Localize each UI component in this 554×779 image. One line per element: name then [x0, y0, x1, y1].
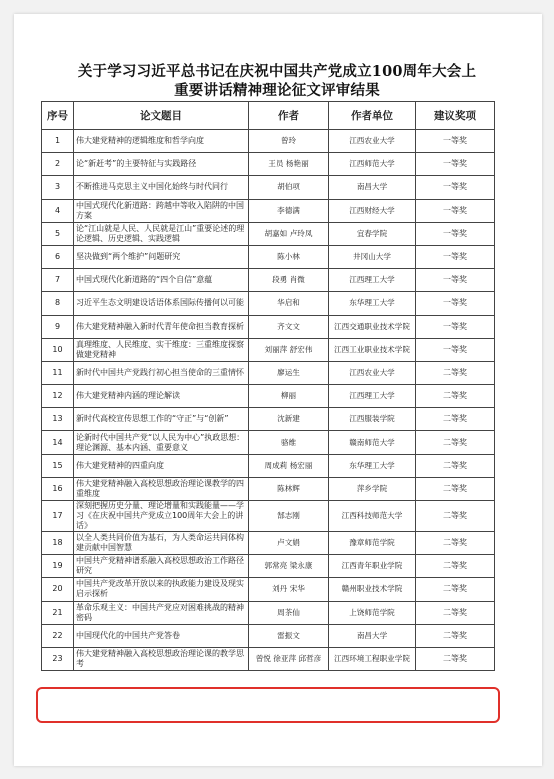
header-unit: 作者单位 [329, 102, 416, 130]
cell-serial: 5 [42, 222, 74, 245]
cell-title: 新时代高校宣传思想工作的“守正”与“创新” [74, 408, 249, 431]
cell-title: 中国现代化的中国共产党答卷 [74, 624, 249, 647]
cell-award: 二等奖 [416, 501, 495, 532]
cell-unit: 豫章师范学院 [329, 532, 416, 555]
cell-award: 二等奖 [416, 477, 495, 500]
cell-award: 二等奖 [416, 532, 495, 555]
cell-title: 中国共产党精神谱系融入高校思想政治工作路径研究 [74, 555, 249, 578]
cell-award: 二等奖 [416, 385, 495, 408]
cell-award: 一等奖 [416, 245, 495, 268]
cell-serial: 14 [42, 431, 74, 454]
cell-author: 郜志刚 [249, 501, 329, 532]
cell-serial: 8 [42, 292, 74, 315]
cell-serial: 18 [42, 532, 74, 555]
cell-award: 一等奖 [416, 130, 495, 153]
cell-author: 王员 杨艳丽 [249, 153, 329, 176]
cell-author: 陈小林 [249, 245, 329, 268]
table-row [42, 315, 495, 338]
cell-author: 周茶仙 [249, 601, 329, 624]
cell-serial: 22 [42, 624, 74, 647]
cell-serial: 17 [42, 501, 74, 532]
cell-author: 刘丽萍 舒宏伟 [249, 338, 329, 361]
header-author: 作者 [249, 102, 329, 130]
cell-title: 革命乐观主义：中国共产党应对困难挑战的精神密码 [74, 601, 249, 624]
table-row [42, 578, 495, 601]
cell-serial: 2 [42, 153, 74, 176]
table-row [42, 245, 495, 268]
cell-author: 廖运生 [249, 361, 329, 384]
cell-author: 郭常亮 梁永康 [249, 555, 329, 578]
table-row [42, 555, 495, 578]
cell-award: 一等奖 [416, 269, 495, 292]
cell-title: 中国式现代化新道路：跨越中等收入陷阱的中国方案 [74, 199, 249, 222]
cell-title: 不断推进马克思主义中国化始终与时代同行 [74, 176, 249, 199]
table-row [42, 361, 495, 384]
cell-title: 中国式现代化新道路的“四个自信”意蕴 [74, 269, 249, 292]
cell-unit: 江西理工大学 [329, 269, 416, 292]
cell-unit: 江西理工大学 [329, 385, 416, 408]
cell-award: 二等奖 [416, 431, 495, 454]
cell-unit: 江西科技师范大学 [329, 501, 416, 532]
cell-award: 一等奖 [416, 222, 495, 245]
table-row [42, 501, 495, 532]
cell-title: 伟大建党精神的四重向度 [74, 454, 249, 477]
cell-serial: 15 [42, 454, 74, 477]
cell-award: 二等奖 [416, 408, 495, 431]
cell-serial: 20 [42, 578, 74, 601]
cell-unit: 江西工业职业技术学院 [329, 338, 416, 361]
table-row [42, 130, 495, 153]
cell-title: 真理维度、人民维度、实干维度：三重维度探察做建党精神 [74, 338, 249, 361]
cell-unit: 宜春学院 [329, 222, 416, 245]
cell-award: 一等奖 [416, 338, 495, 361]
document-title [30, 62, 524, 100]
cell-award: 二等奖 [416, 624, 495, 647]
cell-author: 周成莉 杨宏丽 [249, 454, 329, 477]
cell-title: 伟大建党精神的逻辑维度和哲学向度 [74, 130, 249, 153]
table-row [42, 477, 495, 500]
cell-award: 一等奖 [416, 315, 495, 338]
cell-author: 卢文娟 [249, 532, 329, 555]
table-row [42, 269, 495, 292]
cell-award: 一等奖 [416, 292, 495, 315]
cell-title: 以全人类共同价值为基石，为人类命运共同体构建贡献中国智慧 [74, 532, 249, 555]
cell-serial: 19 [42, 555, 74, 578]
results-table [41, 101, 495, 671]
cell-unit: 江西农业大学 [329, 130, 416, 153]
cell-award: 一等奖 [416, 199, 495, 222]
cell-title: 伟大建党精神融入高校思想政治理论课教学的四重维度 [74, 477, 249, 500]
cell-award: 一等奖 [416, 176, 495, 199]
cell-author: 李德满 [249, 199, 329, 222]
cell-title: 伟大建党精神融入高校思想政治理论课的教学思考 [74, 647, 249, 670]
cell-author: 柳丽 [249, 385, 329, 408]
cell-unit: 赣州职业技术学院 [329, 578, 416, 601]
cell-title: 习近平生态文明建设话语体系国际传播何以可能 [74, 292, 249, 315]
cell-unit: 东华理工大学 [329, 454, 416, 477]
table-row [42, 647, 495, 670]
cell-award: 二等奖 [416, 454, 495, 477]
table-row [42, 176, 495, 199]
cell-award: 二等奖 [416, 555, 495, 578]
cell-title: 伟大建党精神内涵的理论解读 [74, 385, 249, 408]
cell-author: 华启和 [249, 292, 329, 315]
cell-unit: 东华理工大学 [329, 292, 416, 315]
cell-serial: 10 [42, 338, 74, 361]
cell-unit: 赣南师范大学 [329, 431, 416, 454]
table-row [42, 222, 495, 245]
table-row [42, 408, 495, 431]
cell-unit: 上饶师范学院 [329, 601, 416, 624]
cell-title: 论新时代中国共产党“以人民为中心”执政思想：理论渊源、基本内涵、重要意义 [74, 431, 249, 454]
table-row [42, 532, 495, 555]
cell-author: 陈林辉 [249, 477, 329, 500]
header-serial: 序号 [42, 102, 74, 130]
title-line-1: 关于学习习近平总书记在庆祝中国共产党成立100周年大会上 [77, 63, 477, 80]
cell-serial: 16 [42, 477, 74, 500]
table-row [42, 199, 495, 222]
cell-award: 二等奖 [416, 601, 495, 624]
cell-title: 坚决做到“两个维护”问题研究 [74, 245, 249, 268]
cell-unit: 江西服装学院 [329, 408, 416, 431]
cell-author: 齐文文 [249, 315, 329, 338]
cell-unit: 萍乡学院 [329, 477, 416, 500]
table-row [42, 153, 495, 176]
cell-unit: 江西环境工程职业学院 [329, 647, 416, 670]
header-title: 论文题目 [74, 102, 249, 130]
cell-author: 刘丹 宋华 [249, 578, 329, 601]
cell-serial: 21 [42, 601, 74, 624]
header-award: 建议奖项 [416, 102, 495, 130]
cell-author: 胡嘉如 卢玲凤 [249, 222, 329, 245]
cell-author: 雷振文 [249, 624, 329, 647]
cell-unit: 南昌大学 [329, 624, 416, 647]
cell-serial: 1 [42, 130, 74, 153]
table-row [42, 454, 495, 477]
cell-unit: 江西财经大学 [329, 199, 416, 222]
cell-unit: 江西交通职业技术学院 [329, 315, 416, 338]
cell-author: 段勇 肖微 [249, 269, 329, 292]
cell-unit: 江西农业大学 [329, 361, 416, 384]
cell-serial: 6 [42, 245, 74, 268]
table-header-row [42, 102, 495, 130]
cell-serial: 9 [42, 315, 74, 338]
cell-serial: 13 [42, 408, 74, 431]
cell-author: 曾悦 徐亚萍 邱哲彦 [249, 647, 329, 670]
cell-unit: 南昌大学 [329, 176, 416, 199]
cell-serial: 23 [42, 647, 74, 670]
title-line-2: 重要讲话精神理论征文评审结果 [174, 82, 380, 99]
table-row [42, 292, 495, 315]
cell-award: 一等奖 [416, 153, 495, 176]
cell-author: 骆维 [249, 431, 329, 454]
cell-award: 二等奖 [416, 647, 495, 670]
cell-award: 二等奖 [416, 578, 495, 601]
cell-title: 中国共产党改革开放以来的执政能力建设及现实启示探析 [74, 578, 249, 601]
cell-award: 二等奖 [416, 361, 495, 384]
table-row [42, 338, 495, 361]
cell-author: 曾玲 [249, 130, 329, 153]
table-body [42, 130, 495, 671]
table-row [42, 624, 495, 647]
cell-serial: 3 [42, 176, 74, 199]
cell-title: 论“江山就是人民、人民就是江山”重要论述的理论逻辑、历史逻辑、实践逻辑 [74, 222, 249, 245]
cell-serial: 12 [42, 385, 74, 408]
table-row [42, 431, 495, 454]
cell-serial: 4 [42, 199, 74, 222]
cell-title: 伟大建党精神融入新时代青年使命担当教育探析 [74, 315, 249, 338]
cell-unit: 井冈山大学 [329, 245, 416, 268]
cell-serial: 7 [42, 269, 74, 292]
cell-author: 沈新建 [249, 408, 329, 431]
table-row [42, 601, 495, 624]
cell-title: 论“新赶考”的主要特征与实践路径 [74, 153, 249, 176]
cell-serial: 11 [42, 361, 74, 384]
cell-unit: 江西师范大学 [329, 153, 416, 176]
cell-unit: 江西青年职业学院 [329, 555, 416, 578]
cell-author: 胡伯项 [249, 176, 329, 199]
cell-title: 新时代中国共产党践行初心担当使命的三重情怀 [74, 361, 249, 384]
cell-title: 深刻把握历史分量、理论增量和实践能量——学习《在庆祝中国共产党成立100周年大会上的讲话》 [74, 501, 249, 532]
table-row [42, 385, 495, 408]
highlight-box [36, 687, 500, 723]
